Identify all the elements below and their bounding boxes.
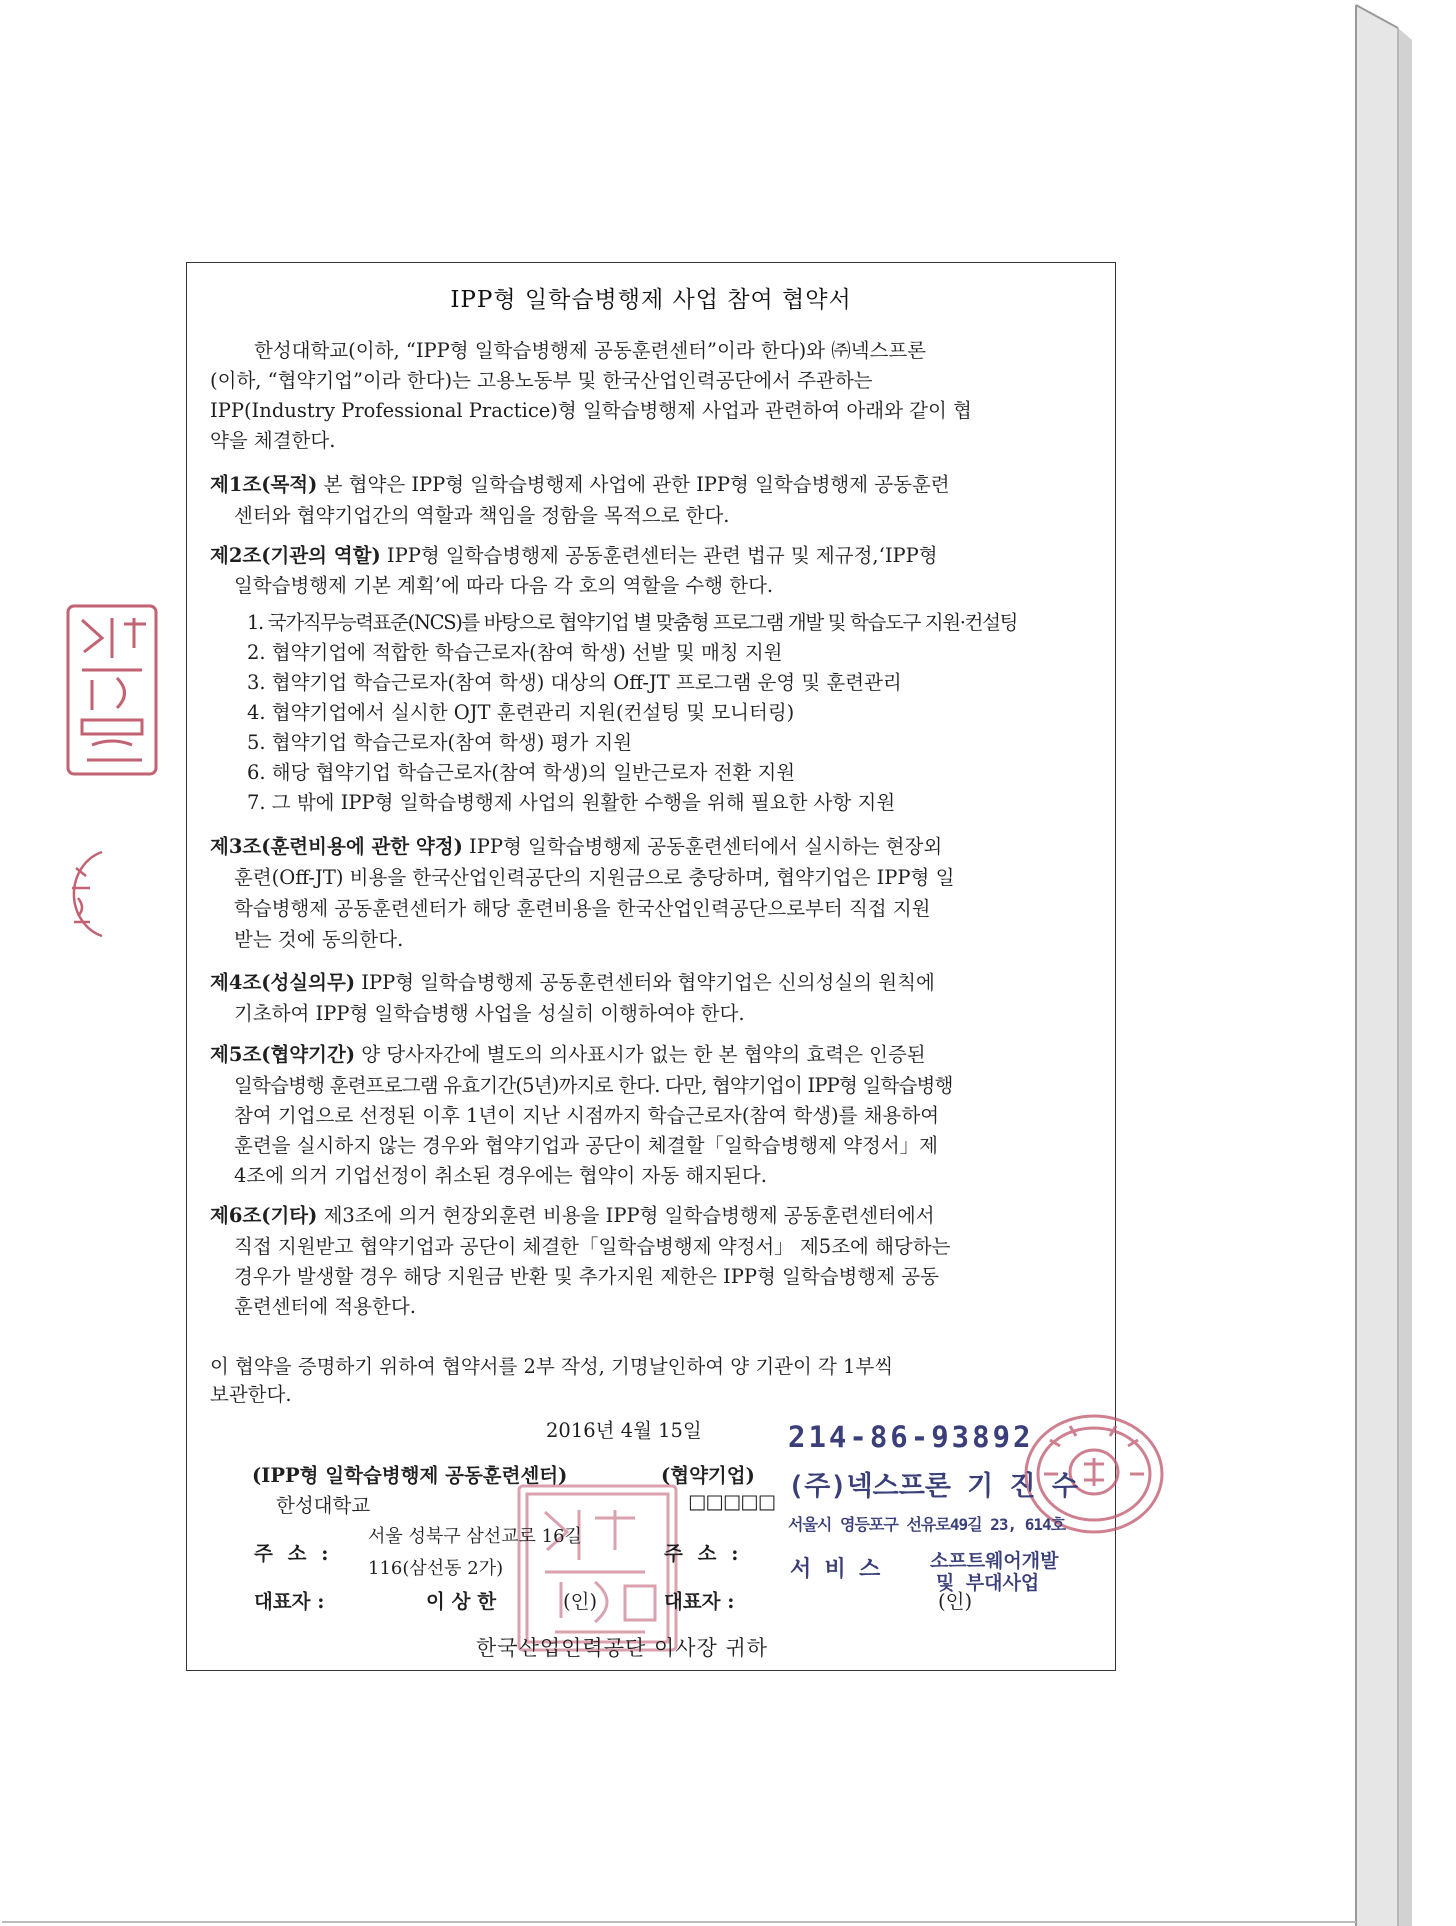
duty-item-1: 1. 국가직무능력표준(NCS)를 바탕으로 협약기업 별 맞춤형 프로그램 개발 및 학습도구 지원·컨설팅: [247, 611, 1018, 634]
agreement-date: 2016년 4월 15일: [546, 1419, 702, 1442]
article-3-line-4: 받는 것에 동의한다.: [234, 928, 404, 951]
article-6-line-2: 직접 지원받고 협약기업과 공단이 체결한「일학습병행제 약정서」 제5조에 해당하는: [234, 1235, 951, 1258]
article-5-line-1: [210, 1040, 926, 1070]
duty-item-5: 5. 협약기업 학습근로자(참여 학생) 평가 지원: [247, 731, 633, 754]
company-biz-item-1: 소프트웨어개발: [930, 1550, 1059, 1572]
article-5-label: 제5조(협약기간): [210, 1043, 356, 1066]
closing-line-1: 이 협약을 증명하기 위하여 협약서를 2부 작성, 기명날인하여 양 기관이 각 1부씩: [210, 1355, 894, 1378]
article-1-label: 제1조(목적): [210, 473, 318, 496]
article-4-text: IPP형 일학습병행제 공동훈련센터와 협약기업은 신의성실의 원칙에: [355, 971, 935, 994]
party-b-heading: (협약기업): [661, 1464, 755, 1487]
article-4-line-1: [210, 968, 935, 998]
company-reg-no: 214-86-93892: [788, 1420, 1034, 1454]
article-3-line-1: [210, 832, 942, 862]
party-b-address-label: 주 소 :: [664, 1542, 743, 1565]
article-3-line-2: 훈련(Off-JT) 비용을 한국산업인력공단의 지원금으로 충당하며, 협약기업은 IPP형 일: [234, 866, 955, 889]
hansung-official-seal: [515, 1482, 680, 1654]
article-2-line-2: 일학습병행제 기본 계획’에 따라 다음 각 호의 역할을 수행 한다.: [234, 574, 774, 597]
party-b-seal-mark: (인): [938, 1590, 973, 1613]
party-a-rep-name: 이 상 한: [426, 1590, 497, 1613]
duty-item-4: 4. 협약기업에서 실시한 OJT 훈련관리 지원(컨설팅 및 모니터링): [247, 701, 795, 724]
party-a-rep-label: 대표자 :: [254, 1590, 325, 1613]
intro-line-3: IPP(Industry Professional Practice)형 일학습병행제 사업과 관련하여 아래와 같이 협: [210, 399, 972, 422]
duty-item-3: 3. 협약기업 학습근로자(참여 학생) 대상의 Off-JT 프로그램 운영 및 훈련관리: [247, 671, 902, 694]
party-a-heading: (IPP형 일학습병행제 공동훈련센터): [252, 1464, 568, 1487]
article-2-line-1: [210, 541, 938, 571]
company-biz-type: 서 비 스: [790, 1557, 881, 1582]
article-1-line-1: [210, 470, 950, 500]
party-a-address-line-2: 116(삼선동 2가): [368, 1558, 504, 1579]
article-6-line-3: 경우가 발생할 경우 해당 지원금 반환 및 추가지원 제한은 IPP형 일학습병행제 공동: [234, 1265, 939, 1288]
article-2-text: IPP형 일학습병행제 공동훈련센터는 관련 법규 및 제규정,‘IPP형: [380, 544, 938, 567]
party-b-name-placeholder: □□□□□: [688, 1490, 776, 1513]
intro-line-4: 약을 체결한다.: [210, 429, 336, 452]
article-5-line-4: 훈련을 실시하지 않는 경우와 협약기업과 공단이 체결할「일학습병행제 약정서」제: [234, 1134, 939, 1157]
duty-item-7: 7. 그 밖에 IPP형 일학습병행제 사업의 원활한 수행을 위해 필요한 사항 지원: [247, 791, 896, 814]
party-a-seal-mark: (인): [563, 1590, 598, 1613]
company-biz-item-2: 및 부대사업: [936, 1572, 1040, 1594]
party-a-address-line-1: 서울 성북구 삼선교로 16길: [368, 1526, 582, 1547]
article-4-line-2: 기초하여 IPP형 일학습병행 사업을 성실히 이행하여야 한다.: [234, 1002, 745, 1025]
article-5-line-3: 참여 기업으로 선정된 이후 1년이 지난 시점까지 학습근로자(참여 학생)를 채용하여: [234, 1104, 940, 1127]
party-b-rep-label: 대표자 :: [664, 1590, 735, 1613]
addressee: 한국산업인력공단 이사장 귀하: [476, 1636, 769, 1660]
closing-line-2: 보관한다.: [210, 1383, 292, 1406]
article-6-text: 제3조에 의거 현장외훈련 비용을 IPP형 일학습병행제 공동훈련센터에서: [317, 1204, 935, 1227]
article-6-label: 제6조(기타): [210, 1204, 318, 1227]
intro-line-2: (이하, “협약기업”이라 한다)는 고용노동부 및 한국산업인력공단에서 주관하는: [210, 369, 873, 392]
document-title: IPP형 일학습병행제 사업 참여 협약서: [450, 287, 852, 313]
article-1-line-2: 센터와 협약기업간의 역할과 책임을 정함을 목적으로 한다.: [234, 504, 730, 527]
article-4-label: 제4조(성실의무): [210, 971, 356, 994]
party-a-name: 한성대학교: [276, 1494, 371, 1517]
article-1-text: 본 협약은 IPP형 일학습병행제 사업에 관한 IPP형 일학습병행제 공동훈련: [317, 473, 950, 496]
company-name-stamp: (주)넥스프론 기 진 수: [788, 1471, 1078, 1502]
article-2-label: 제2조(기관의 역할): [210, 544, 381, 567]
article-6-line-4: 훈련센터에 적용한다.: [234, 1295, 416, 1318]
article-6-line-1: [210, 1201, 935, 1231]
article-3-text: IPP형 일학습병행제 공동훈련센터에서 실시하는 현장외: [462, 835, 943, 858]
article-3-label: 제3조(훈련비용에 관한 약정): [210, 835, 463, 858]
article-5-text: 양 당사자간에 별도의 의사표시가 없는 한 본 협약의 효력은 인증된: [355, 1043, 926, 1066]
intro-line-1: 한성대학교(이하, “IPP형 일학습병행제 공동훈련센터”이라 한다)와 ㈜넥스프론: [254, 339, 927, 362]
article-5-line-2: 일학습병행 훈련프로그램 유효기간(5년)까지로 한다. 다만, 협약기업이 IPP형 일학습병행: [234, 1074, 953, 1097]
company-address-stamp: 서울시 영등포구 선유로49길 23, 614호: [788, 1515, 1066, 1534]
article-5-line-5: 4조에 의거 기업선정이 취소된 경우에는 협약이 자동 해지된다.: [234, 1164, 767, 1187]
margin-seal-large: [62, 600, 162, 780]
party-a-address-label: 주 소 :: [254, 1542, 333, 1565]
article-3-line-3: 학습병행제 공동훈련센터가 해당 훈련비용을 한국산업인력공단으로부터 직접 지원: [234, 897, 931, 920]
margin-seal-small: [62, 848, 106, 940]
duty-item-2: 2. 협약기업에 적합한 학습근로자(참여 학생) 선발 및 매칭 지원: [247, 641, 783, 664]
duty-item-6: 6. 해당 협약기업 학습근로자(참여 학생)의 일반근로자 전환 지원: [247, 761, 796, 784]
